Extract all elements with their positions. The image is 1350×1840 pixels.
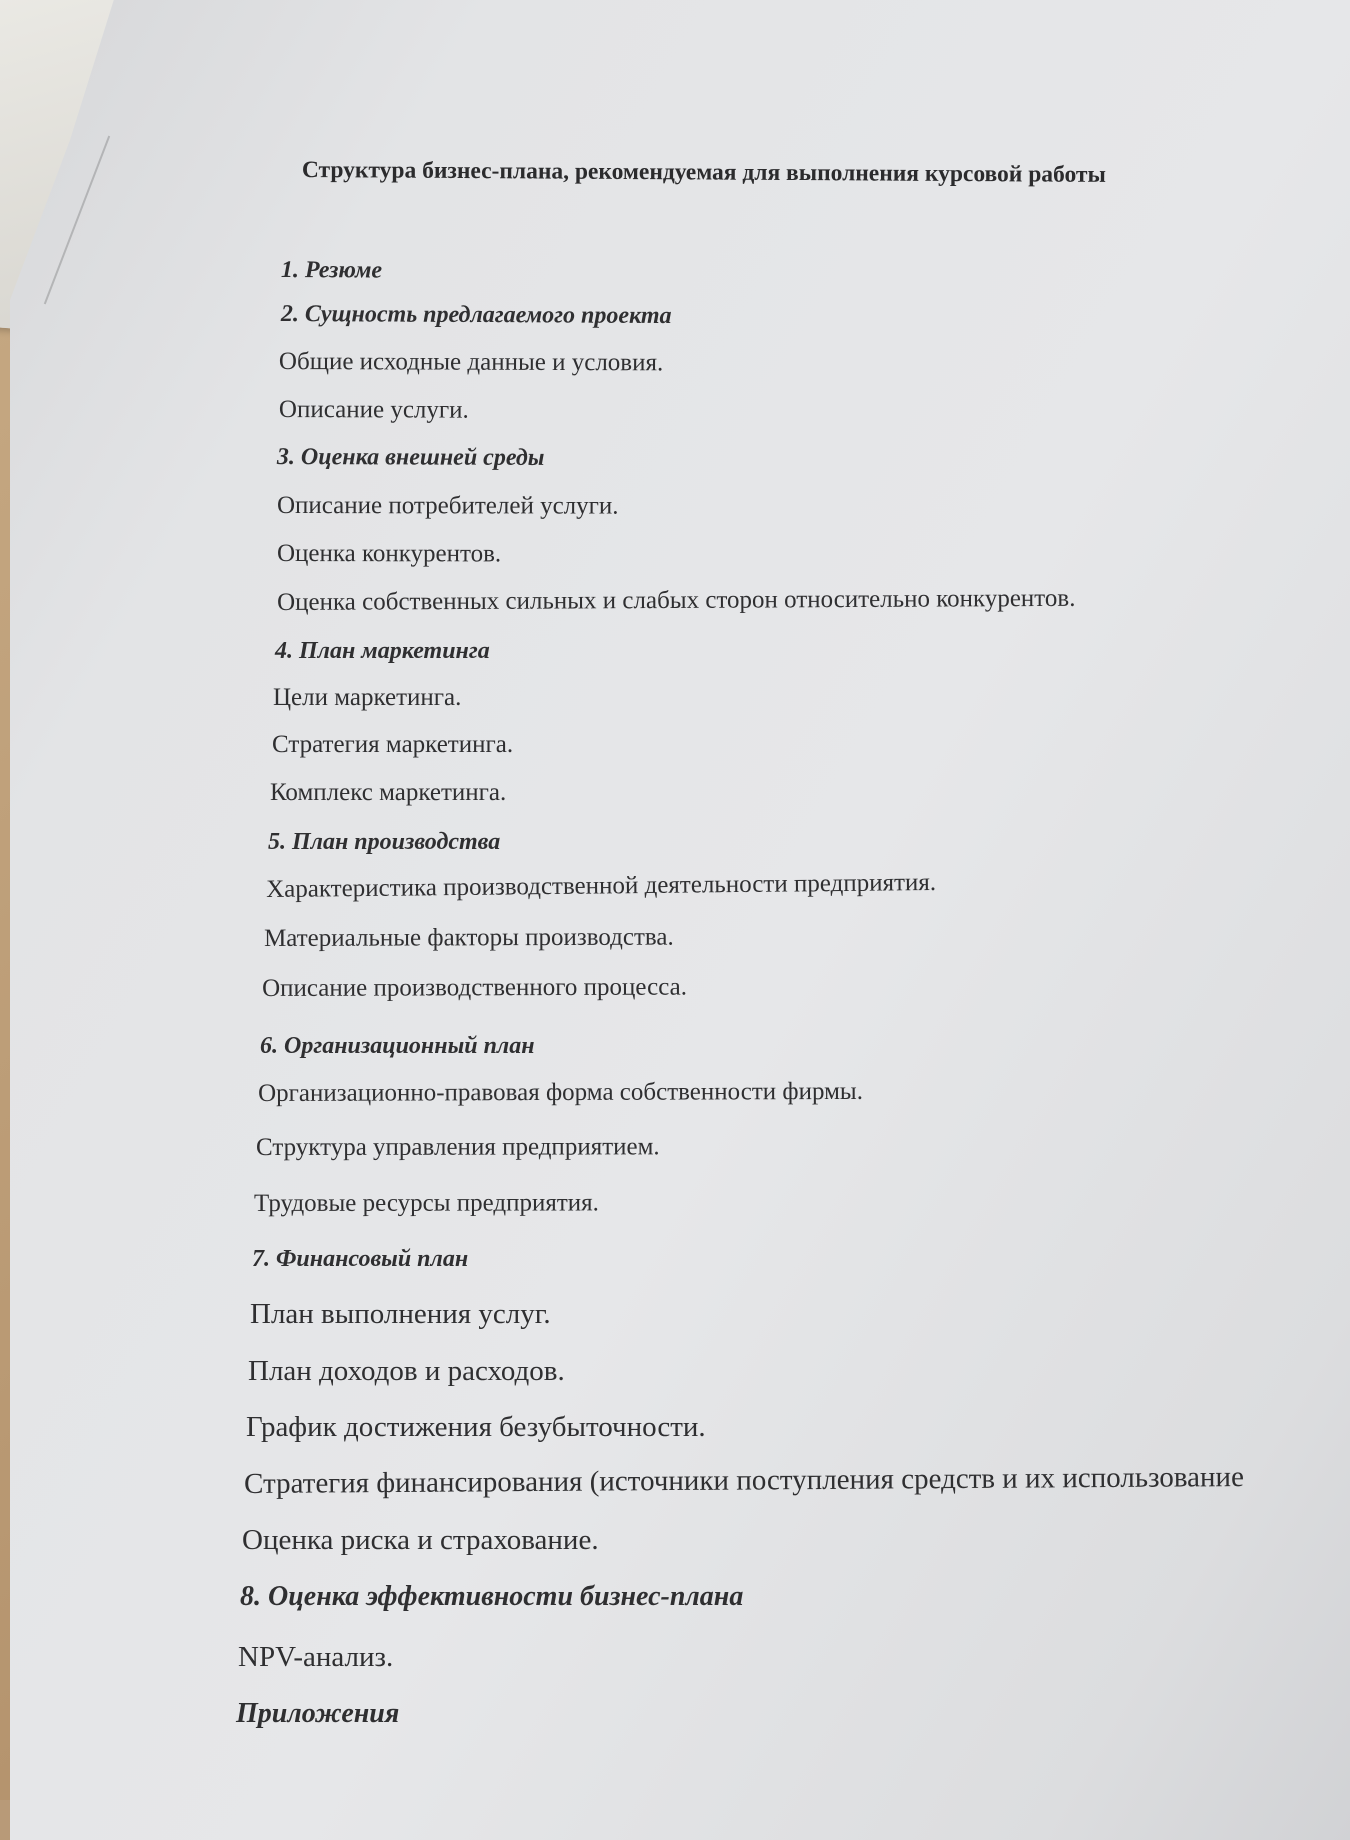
outline-item: Материальные факторы производства. <box>264 923 674 952</box>
outline-item: Общие исходные данные и условия. <box>278 348 664 377</box>
section-heading-finance: 7. Финансовый план <box>252 1246 469 1272</box>
outline-item: Оценка риска и страхование. <box>242 1524 599 1556</box>
outline-item: Характеристика производственной деятельности предприятия. <box>266 868 937 903</box>
outline-item: Оценка собственных сильных и слабых сторон относительно конкурентов. <box>277 584 1076 616</box>
outline-item: Стратегия маркетинга. <box>272 731 514 758</box>
outline-item: Описание услуги. <box>278 396 469 424</box>
document-page <box>10 0 1350 1840</box>
outline-item: Цели маркетинга. <box>273 684 462 711</box>
outline-item: Описание потребителей услуги. <box>276 492 619 520</box>
section-heading-appendix: Приложения <box>236 1698 400 1729</box>
section-heading-summary: 1. Резюме <box>280 257 383 284</box>
outline-item: Структура управления предприятием. <box>256 1133 660 1161</box>
outline-item: Комплекс маркетинга. <box>270 779 507 806</box>
section-heading-project: 2. Сущность предлагаемого проекта <box>280 301 672 330</box>
outline-item: График достижения безубыточности. <box>246 1411 706 1443</box>
outline-item: Трудовые ресурсы предприятия. <box>254 1189 599 1217</box>
document-title: Структура бизнес-плана, рекомендуемая для выполнения курсовой работы <box>301 157 1106 188</box>
outline-item: Стратегия финансирования (источники поступления средств и их использование <box>244 1461 1244 1500</box>
outline-item: Оценка конкурентов. <box>276 540 502 568</box>
outline-item: NPV-анализ. <box>238 1641 394 1673</box>
section-heading-organization: 6. Организационный план <box>260 1033 535 1059</box>
section-heading-environment: 3. Оценка внешней среды <box>276 444 545 471</box>
outline-item: Описание производственного процесса. <box>262 973 688 1002</box>
outline-item: План доходов и расходов. <box>248 1355 565 1387</box>
outline-item: Организационно-правовая форма собственности фирмы. <box>258 1077 864 1107</box>
section-heading-production: 5. План производства <box>268 829 501 855</box>
outline-item: План выполнения услуг. <box>250 1298 551 1330</box>
section-heading-efficiency: 8. Оценка эффективности бизнес-плана <box>240 1581 744 1612</box>
section-heading-marketing: 4. План маркетинга <box>275 638 490 664</box>
